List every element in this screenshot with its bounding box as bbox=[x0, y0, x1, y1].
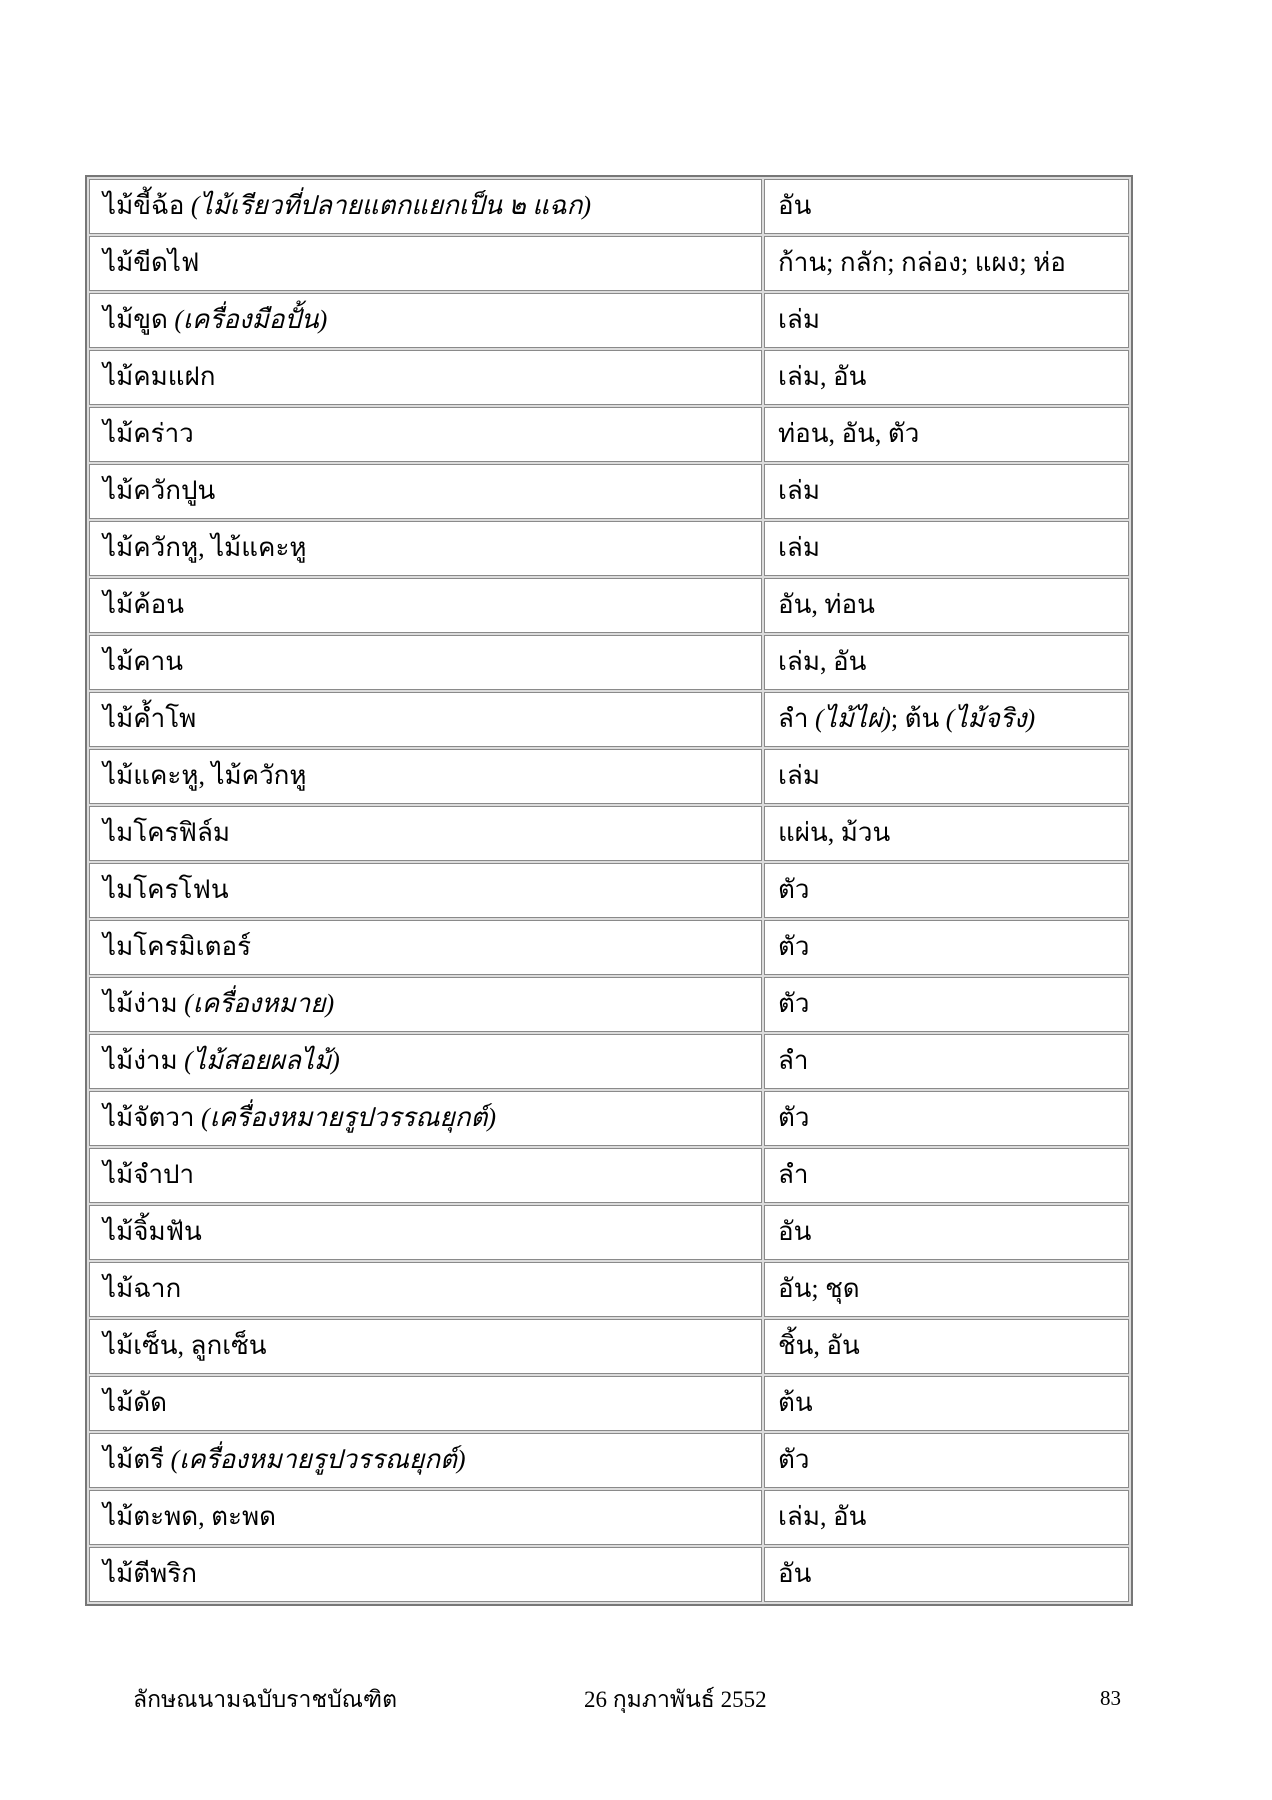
cell-text: ไมโครโฟน bbox=[103, 875, 229, 905]
cell-text: อัน, ท่อน bbox=[778, 590, 875, 620]
footer-date: 26 กุมภาพันธ์ 2552 bbox=[584, 1687, 767, 1712]
cell-text: อัน bbox=[778, 1559, 812, 1589]
term-cell bbox=[89, 1547, 762, 1602]
term-cell bbox=[89, 1319, 762, 1374]
cell-text: ตัว bbox=[778, 875, 810, 905]
cell-text: ไม้ขี้ฉ้อ bbox=[103, 191, 191, 221]
table-row bbox=[89, 1034, 1129, 1089]
classifier-cell bbox=[764, 749, 1129, 804]
cell-text: อัน bbox=[778, 191, 812, 221]
table-row bbox=[89, 407, 1129, 462]
classifier-cell bbox=[764, 1148, 1129, 1203]
classifier-cell bbox=[764, 1547, 1129, 1602]
classifier-cell bbox=[764, 1490, 1129, 1545]
cell-text: ไมโครฟิล์ม bbox=[103, 818, 231, 848]
classifier-cell bbox=[764, 521, 1129, 576]
term-cell bbox=[89, 464, 762, 519]
term-cell bbox=[89, 806, 762, 861]
classifier-cell bbox=[764, 407, 1129, 462]
cell-text: ไม้ตรี bbox=[103, 1445, 171, 1475]
term-cell bbox=[89, 521, 762, 576]
term-cell bbox=[89, 1148, 762, 1203]
cell-text: ไม้แคะหู, ไม้ควักหู bbox=[103, 761, 307, 791]
term-cell bbox=[89, 1262, 762, 1317]
classifier-cell bbox=[764, 1319, 1129, 1374]
cell-text: ไม้ขีดไฟ bbox=[103, 248, 200, 278]
cell-text: ไม้คาน bbox=[103, 647, 183, 677]
table-row bbox=[89, 1148, 1129, 1203]
table-row bbox=[89, 1433, 1129, 1488]
classifier-table bbox=[85, 175, 1133, 1606]
table-row bbox=[89, 749, 1129, 804]
cell-text: อัน; ชุด bbox=[778, 1274, 860, 1304]
table-row bbox=[89, 293, 1129, 348]
cell-text: ไม้ตีพริก bbox=[103, 1559, 197, 1589]
table-row bbox=[89, 179, 1129, 234]
term-note-text: (ไม้จริง) bbox=[945, 704, 1036, 734]
table-row bbox=[89, 1205, 1129, 1260]
table-row bbox=[89, 806, 1129, 861]
cell-text: แผ่น, ม้วน bbox=[778, 818, 891, 848]
cell-text: ไม้จิ้มฟัน bbox=[103, 1217, 202, 1247]
cell-text: ไม้ควักปูน bbox=[103, 476, 216, 506]
cell-text: ไม้จัตวา bbox=[103, 1103, 202, 1133]
table-row bbox=[89, 236, 1129, 291]
cell-text: ไม้ฉาก bbox=[103, 1274, 182, 1304]
cell-text: ; ต้น bbox=[890, 704, 946, 734]
term-cell bbox=[89, 863, 762, 918]
cell-text: เล่ม, อัน bbox=[778, 1502, 867, 1532]
cell-text: ไม้ตะพด, ตะพด bbox=[103, 1502, 276, 1532]
classifier-cell bbox=[764, 1091, 1129, 1146]
cell-text: ตัว bbox=[778, 932, 810, 962]
cell-text: ไม้ค้ำโพ bbox=[103, 704, 197, 734]
classifier-cell bbox=[764, 1433, 1129, 1488]
classifier-cell bbox=[764, 179, 1129, 234]
term-note-text: (เครื่องหมาย) bbox=[184, 989, 335, 1019]
classifier-cell bbox=[764, 350, 1129, 405]
classifier-cell bbox=[764, 1262, 1129, 1317]
footer-page-number: 83 bbox=[1100, 1686, 1121, 1710]
classifier-cell bbox=[764, 1376, 1129, 1431]
cell-text: ตัว bbox=[778, 989, 810, 1019]
cell-text: เล่ม bbox=[778, 533, 820, 563]
cell-text: เล่ม bbox=[778, 305, 820, 335]
term-cell bbox=[89, 179, 762, 234]
classifier-table-body bbox=[89, 179, 1129, 1602]
cell-text: ไม้ง่าม bbox=[103, 1046, 185, 1076]
cell-text: ลำ bbox=[778, 1046, 809, 1076]
term-cell bbox=[89, 1034, 762, 1089]
cell-text: ไม้คมแฝก bbox=[103, 362, 216, 392]
cell-text: ลำ bbox=[778, 1160, 809, 1190]
term-note-text: (ไม้เรียวที่ปลายแตกแยกเป็น ๒ แฉก) bbox=[190, 191, 592, 221]
footer-document-title: ลักษณนามฉบับราชบัณฑิต bbox=[133, 1687, 398, 1712]
term-cell bbox=[89, 635, 762, 690]
cell-text: ท่อน, อัน, ตัว bbox=[778, 419, 920, 449]
table-row bbox=[89, 1376, 1129, 1431]
classifier-cell bbox=[764, 293, 1129, 348]
term-cell bbox=[89, 350, 762, 405]
classifier-cell bbox=[764, 806, 1129, 861]
term-cell bbox=[89, 1091, 762, 1146]
table-row bbox=[89, 521, 1129, 576]
classifier-cell bbox=[764, 236, 1129, 291]
table-row bbox=[89, 863, 1129, 918]
term-cell bbox=[89, 977, 762, 1032]
table-row bbox=[89, 1319, 1129, 1374]
classifier-cell bbox=[764, 1205, 1129, 1260]
term-cell bbox=[89, 749, 762, 804]
cell-text: ก้าน; กลัก; กล่อง; แผง; ห่อ bbox=[778, 248, 1066, 278]
classifier-cell bbox=[764, 635, 1129, 690]
cell-text: ต้น bbox=[778, 1388, 813, 1418]
cell-text: เล่ม bbox=[778, 476, 820, 506]
cell-text: ชิ้น, อัน bbox=[778, 1331, 860, 1361]
classifier-cell bbox=[764, 464, 1129, 519]
cell-text: ตัว bbox=[778, 1103, 810, 1133]
term-cell bbox=[89, 692, 762, 747]
term-note-text: (เครื่องหมายรูปวรรณยุกต์) bbox=[170, 1445, 466, 1475]
term-cell bbox=[89, 407, 762, 462]
cell-text: ลำ bbox=[778, 704, 816, 734]
cell-text: ไม้ควักหู, ไม้แคะหู bbox=[103, 533, 307, 563]
cell-text: เล่ม, อัน bbox=[778, 362, 867, 392]
cell-text: ตัว bbox=[778, 1445, 810, 1475]
table-row bbox=[89, 635, 1129, 690]
table-row bbox=[89, 578, 1129, 633]
cell-text: อัน bbox=[778, 1217, 812, 1247]
table-row bbox=[89, 1547, 1129, 1602]
term-note-text: (เครื่องหมายรูปวรรณยุกต์) bbox=[201, 1103, 497, 1133]
table-row bbox=[89, 1262, 1129, 1317]
classifier-cell bbox=[764, 578, 1129, 633]
classifier-cell bbox=[764, 692, 1129, 747]
term-cell bbox=[89, 1205, 762, 1260]
table-row bbox=[89, 920, 1129, 975]
table-row bbox=[89, 464, 1129, 519]
term-note-text: (ไม้ไผ่) bbox=[815, 704, 891, 734]
cell-text: ไมโครมิเตอร์ bbox=[103, 932, 252, 962]
table-row bbox=[89, 692, 1129, 747]
cell-text: ไม้คร่าว bbox=[103, 419, 194, 449]
table-row bbox=[89, 1091, 1129, 1146]
term-cell bbox=[89, 293, 762, 348]
table-row bbox=[89, 977, 1129, 1032]
cell-text: ไม้ค้อน bbox=[103, 590, 184, 620]
term-note-text: (เครื่องมือปั้น) bbox=[174, 305, 328, 335]
term-cell bbox=[89, 920, 762, 975]
cell-text: ไม้จำปา bbox=[103, 1160, 195, 1190]
classifier-cell bbox=[764, 1034, 1129, 1089]
table-row bbox=[89, 350, 1129, 405]
term-cell bbox=[89, 1376, 762, 1431]
term-cell bbox=[89, 578, 762, 633]
classifier-cell bbox=[764, 977, 1129, 1032]
term-cell bbox=[89, 1490, 762, 1545]
term-cell bbox=[89, 1433, 762, 1488]
classifier-cell bbox=[764, 863, 1129, 918]
cell-text: ไม้ดัด bbox=[103, 1388, 167, 1418]
term-cell bbox=[89, 236, 762, 291]
page-footer bbox=[0, 1682, 1272, 1722]
cell-text: ไม้ขูด bbox=[103, 305, 175, 335]
classifier-cell bbox=[764, 920, 1129, 975]
cell-text: ไม้ง่าม bbox=[103, 989, 185, 1019]
cell-text: เล่ม, อัน bbox=[778, 647, 867, 677]
term-note-text: (ไม้สอยผลไม้) bbox=[184, 1046, 340, 1076]
cell-text: ไม้เซ็น, ลูกเซ็น bbox=[103, 1331, 267, 1361]
table-row bbox=[89, 1490, 1129, 1545]
cell-text: เล่ม bbox=[778, 761, 820, 791]
